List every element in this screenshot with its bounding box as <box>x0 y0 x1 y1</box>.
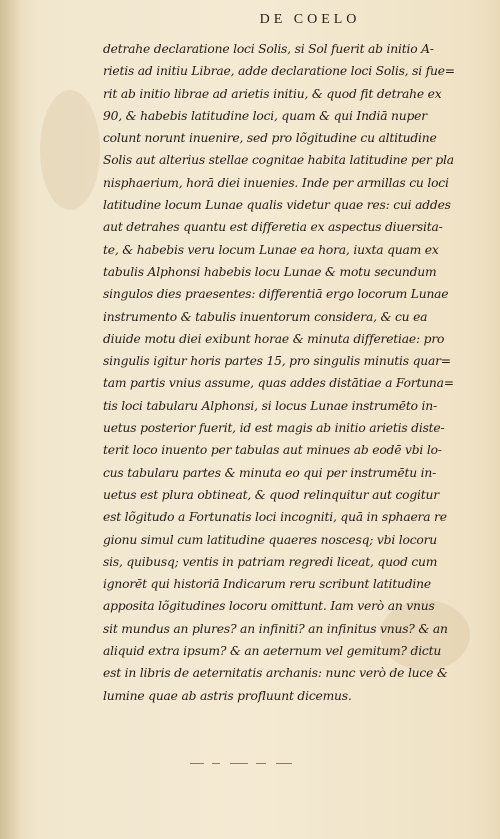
footer-rule-marks <box>190 763 310 767</box>
text-line: rit ab initio librae ad arietis initiu, & quod fit detrahe ex <box>103 86 442 101</box>
text-line: latitudine locum Lunae qualis videtur quae res: cui addes <box>103 198 451 213</box>
text-line: instrumento & tabulis inuentorum considera, & cu ea <box>103 309 428 324</box>
text-line: apposita lõgitudines locoru omittunt. Iam verò an vnus <box>103 599 435 614</box>
text-line: uetus est plura obtineat, & quod relinquitur aut cogitur <box>103 487 439 502</box>
paper-stain <box>40 90 100 210</box>
text-line: tabulis Alphonsi habebis locu Lunae & motu secundum <box>103 264 437 279</box>
text-line: Solis aut alterius stellae cognitae habita latitudine per pla <box>103 153 454 168</box>
text-line: singulos dies praesentes: differentiā ergo locorum Lunae <box>103 287 449 302</box>
text-line: cus tabularu partes & minuta eo qui per instrumētu in- <box>103 465 437 480</box>
text-line: aliquid extra ipsum? & an aeternum vel gemitum? dictu <box>103 644 442 659</box>
text-line: rietis ad initiu Librae, adde declaratione loci Solis, si fue= <box>103 64 455 79</box>
text-line: lumine quae ab astris profluunt dicemus. <box>103 688 352 703</box>
text-line: uetus posterior fuerit, id est magis ab initio arietis diste- <box>103 421 445 436</box>
text-line: te, & habebis veru locum Lunae ea hora, iuxta quam ex <box>103 242 439 257</box>
text-line: nisphaerium, horā diei inuenies. Inde per armillas cu loci <box>103 175 449 190</box>
text-line: gionu simul cum latitudine quaeres noscesq; vbi locoru <box>103 532 437 547</box>
text-line: diuide motu diei exibunt horae & minuta differetiae: pro <box>103 331 445 346</box>
gutter-shadow <box>0 0 22 839</box>
text-line: singulis igitur horis partes 15, pro singulis minutis quar= <box>103 354 451 369</box>
text-line: terit loco inuento per tabulas aut minues ab eodē vbi lo- <box>103 443 442 458</box>
text-line: est in libris de aeternitatis archanis: nunc verò de luce & <box>103 666 448 681</box>
text-line: tis loci tabularu Alphonsi, si locus Lunae instrumēto in- <box>103 398 437 413</box>
text-line: detrahe declaratione loci Solis, si Sol fuerit ab initio A- <box>103 42 434 56</box>
text-line: est lõgitudo a Fortunatis loci incogniti, quā in sphaera re <box>103 510 447 525</box>
text-line: ignorēt qui historiā Indicarum reru scribunt latitudine <box>103 577 431 592</box>
body-text <box>103 38 486 707</box>
text-line: aut detrahes quantu est differetia ex aspectus diuersita- <box>103 220 443 235</box>
running-head: DE COELO <box>259 12 361 27</box>
text-line: tam partis vnius assume, quas addes distātiae a Fortuna= <box>103 376 454 391</box>
text-line: sit mundus an plures? an infiniti? an infinitus vnus? & an <box>103 621 448 636</box>
text-line: sis, quibusq; ventis in patriam regredi liceat, quod cum <box>103 554 438 569</box>
text-line: 90, & habebis latitudine loci, quam & qui Indiā nuper <box>103 108 427 123</box>
text-line: colunt norunt inuenire, sed pro lõgitudine cu altitudine <box>103 131 437 146</box>
